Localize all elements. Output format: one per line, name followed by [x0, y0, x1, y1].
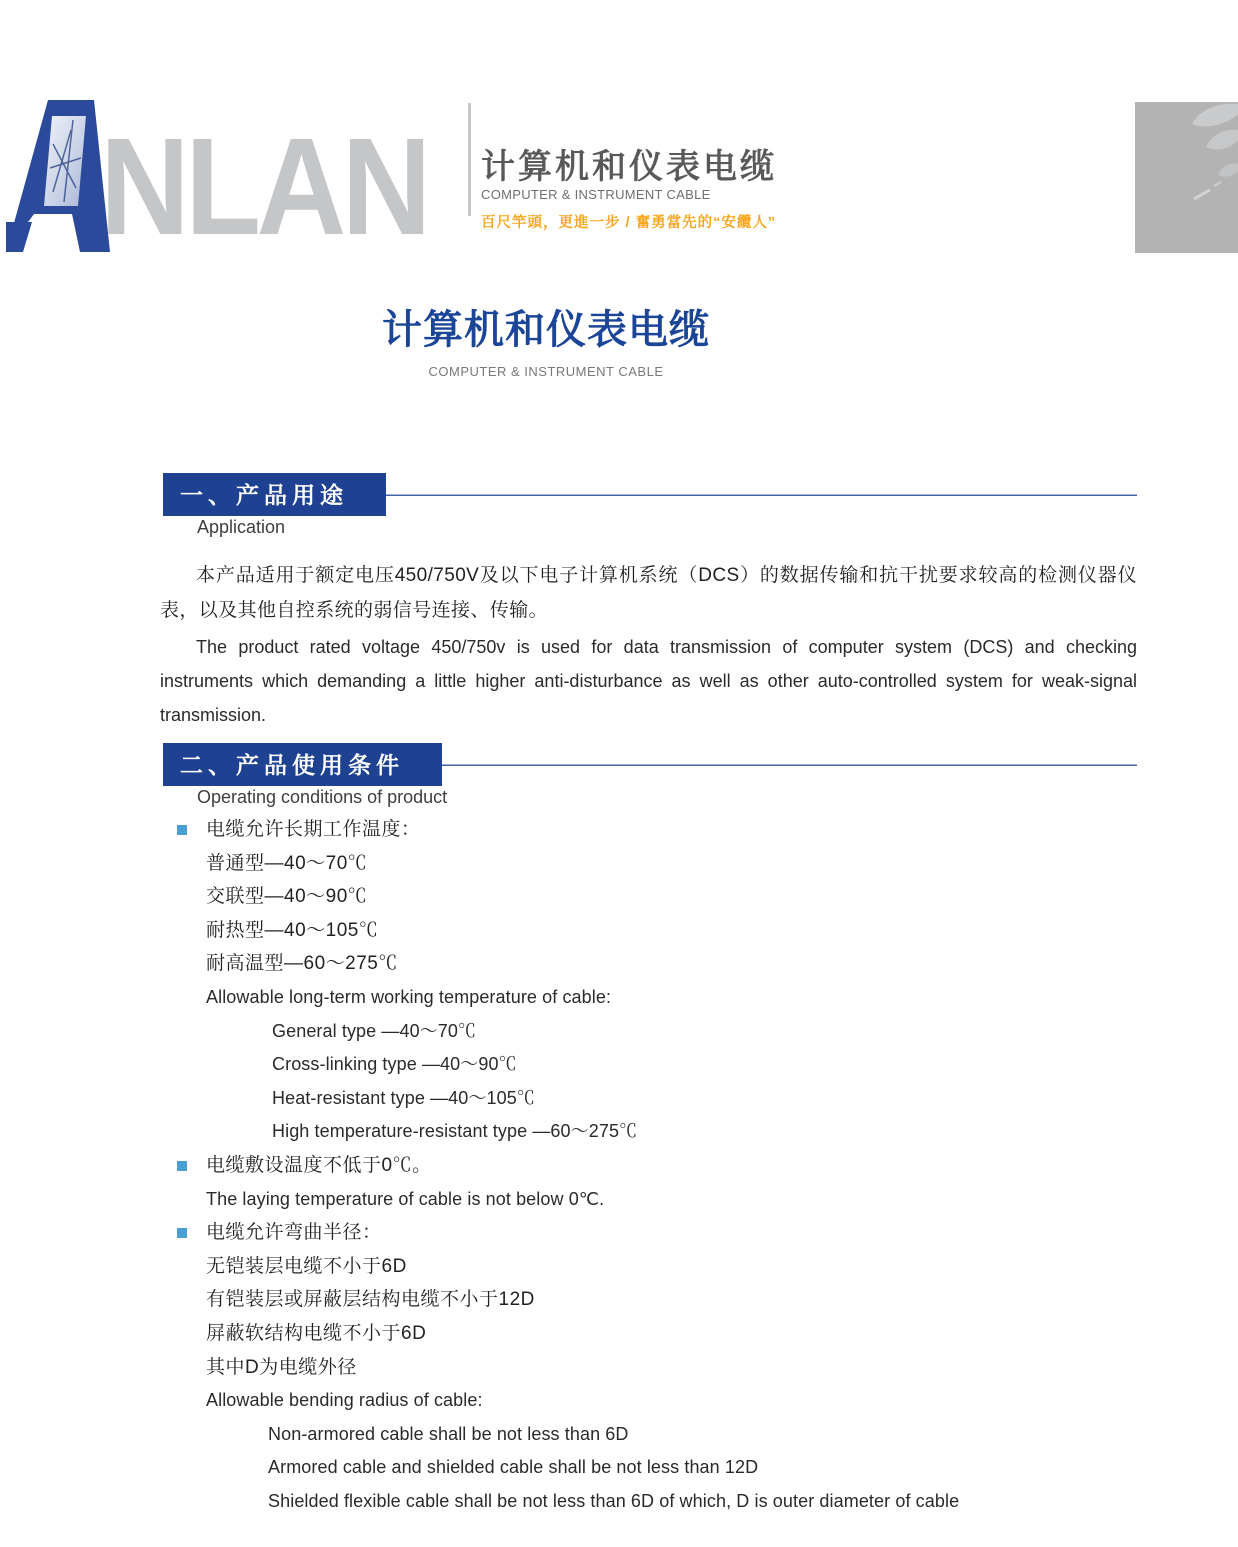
application-paragraph-cn: 本产品适用于额定电压450/750V及以下电子计算机系统（DCS）的数据传输和抗干扰要求较高的检测仪器仪表，以及其他自控系统的弱信号连接、传输。 — [160, 565, 1137, 621]
list-item-text: 电缆允许弯曲半径： — [206, 1222, 382, 1244]
logo-text: NLAN — [100, 110, 427, 264]
list-item: Allowable long-term working temperature of cable: — [206, 986, 612, 1007]
page-title-en: COMPUTER & INSTRUMENT CABLE — [428, 364, 664, 379]
list-item: 屏蔽软结构电缆不小于6D — [206, 1322, 427, 1344]
list-item: 其中D为电缆外径 — [206, 1356, 357, 1378]
list-item: 耐热型—40～105℃ — [206, 919, 379, 941]
section1-rule — [386, 494, 1137, 496]
application-paragraph-en: The product rated voltage 450/750v is used for data transmission of computer system (DCS) and checking instruments which demanding a little higher anti-disturbance as well as other auto-controlled system for weak-signal transmission. — [160, 637, 1137, 725]
logo-letter-a-icon — [6, 100, 110, 252]
list-item: 无铠装层电缆不小于6D — [206, 1255, 407, 1277]
section2-header — [163, 743, 1137, 786]
header-product-title-cn: 计算机和仪表电缆 — [481, 148, 777, 186]
header-product-title-en: COMPUTER & INSTRUMENT CABLE — [481, 187, 711, 202]
section2-subheading: Operating conditions of product — [197, 787, 448, 807]
section1-heading: 一、产品用途 — [163, 473, 386, 516]
section2-heading: 二、产品使用条件 — [163, 743, 442, 786]
list-item — [160, 1216, 1140, 1250]
list-item-text: 电缆允许长期工作温度： — [206, 819, 421, 840]
list-item: 普通型—40～70℃ — [206, 852, 368, 874]
masthead — [0, 0, 1238, 264]
bullet-square-icon — [177, 1161, 187, 1171]
list-item: General type —40～70℃ — [272, 1020, 477, 1041]
bullet-square-icon — [177, 825, 187, 835]
list-item — [160, 1149, 1140, 1183]
header-slogan: 百尺竿頭，更進一步 / 奮勇當先的“安纜人” — [481, 215, 777, 231]
list-item: Non-armored cable shall be not less than 6D — [268, 1423, 629, 1444]
list-item-text: 电缆敷设温度不低于0℃。 — [206, 1154, 432, 1176]
list-item: High temperature-resistant type —60～275℃ — [272, 1121, 638, 1142]
header-divider — [468, 103, 471, 216]
list-item: 耐高温型—60～275℃ — [206, 953, 398, 975]
list-item: The laying temperature of cable is not below 0℃. — [206, 1188, 605, 1209]
list-item: Heat-resistant type —40～105℃ — [272, 1087, 535, 1108]
header-text-block — [481, 148, 777, 232]
list-item: Allowable bending radius of cable: — [206, 1390, 483, 1411]
list-item — [160, 813, 1140, 847]
foliage-photo-icon — [1135, 102, 1238, 253]
list-item: Cross-linking type —40～90℃ — [272, 1054, 517, 1075]
page-title-block — [0, 298, 1092, 379]
list-item: 有铠装层或屏蔽层结构电缆不小于12D — [206, 1289, 535, 1311]
bullet-square-icon — [177, 1228, 187, 1238]
section2-rule — [442, 764, 1137, 766]
list-item: Armored cable and shielded cable shall be not less than 12D — [268, 1457, 759, 1478]
list-item: 交联型—40～90℃ — [206, 886, 368, 908]
header-photo — [1135, 102, 1238, 253]
section1-header — [163, 473, 1137, 516]
section1-subheading: Application — [197, 517, 286, 537]
page-title-cn: 计算机和仪表电缆 — [382, 308, 710, 352]
list-item: Shielded flexible cable shall be not less than 6D of which, D is outer diameter of cable — [268, 1490, 960, 1511]
operating-conditions-list — [160, 813, 1140, 1518]
